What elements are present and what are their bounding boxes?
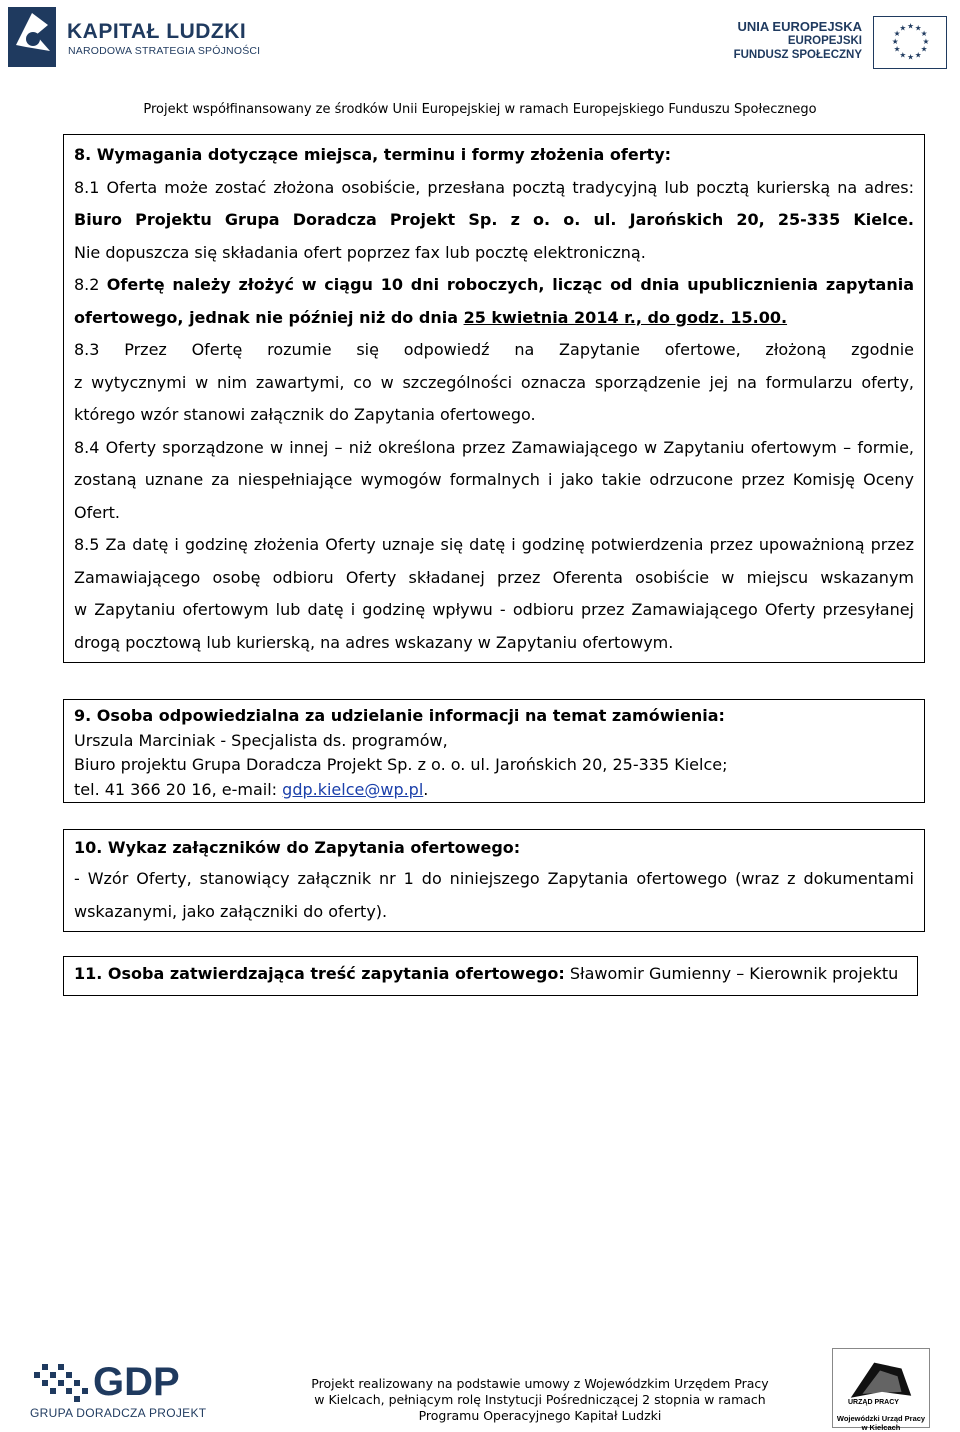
section-8-2-num: 8.2 — [74, 275, 100, 294]
urzad-pracy-caption — [832, 1414, 930, 1432]
section-8-4-line1: 8.4 Oferty sporządzone w innej – niż określona przez Zamawiającego w Zapytaniu ofertowym – formie, — [74, 437, 914, 457]
gdp-name: GRUPA DORADCZA PROJEKT — [30, 1406, 207, 1420]
section-9-heading: 9. Osoba odpowiedzialna za udzielanie informacji na temat zamówienia: — [74, 706, 725, 725]
footer-text — [300, 1376, 780, 1424]
section-10-heading: 10. Wykaz załączników do Zapytania ofertowego: — [74, 838, 521, 857]
section-8-5-line4: drogą pocztową lub kurierską, na adres wskazany w Zapytaniu ofertowym. — [74, 632, 674, 652]
section-8-heading: 8. Wymagania dotyczące miejsca, terminu i formy złożenia oferty: — [74, 145, 672, 164]
section-8-2-text: Ofertę należy złożyć w ciągu 10 dni roboczych, licząc od dnia upublicznienia zapytania — [106, 275, 915, 294]
section-8-2-deadline-prefix: ofertowego, jednak nie później niż do dnia — [74, 307, 458, 327]
section-9-tel-suffix: . — [423, 779, 429, 799]
up-caption-2: w Kielcach — [861, 1423, 901, 1432]
svg-text:★: ★ — [922, 36, 930, 46]
section-8-1-line3: Nie dopuszcza się składania ofert poprzez fax lub pocztę elektroniczną. — [74, 242, 646, 262]
gdp-logo-text: GDP — [93, 1360, 180, 1404]
section-8-3-line1: 8.3 Przez Ofertę rozumie się odpowiedź na Zapytanie ofertowe, złożoną zgodnie — [74, 340, 914, 359]
section-8-3-line3: którego wzór stanowi załącznik do Zapytania ofertowego. — [74, 405, 536, 424]
section-10-line1: - Wzór Oferty, stanowiący załącznik nr 1 do niniejszego Zapytania ofertowego (wraz z dokumentami — [74, 869, 914, 888]
kapital-ludzki-subtitle: NARODOWA STRATEGIA SPÓJNOŚCI — [68, 45, 261, 57]
section-8-2-line1 — [74, 269, 914, 302]
section-9-tel: tel. 41 366 20 16, e-mail: — [74, 779, 283, 799]
section-11-box — [63, 956, 918, 996]
section-10-box — [63, 829, 925, 932]
section-9-line2: Biuro projektu Grupa Doradcza Projekt Sp. z o. o. ul. Jarońskich 20, 25-335 Kielce; — [74, 755, 728, 774]
svg-text:★: ★ — [899, 50, 907, 60]
up-caption-1: Wojewódzki Urząd Pracy — [836, 1414, 926, 1423]
section-8-2-line2 — [74, 302, 914, 335]
section-10-line2: wskazanymi, jako załączniki do oferty). — [74, 902, 388, 921]
section-8-5-line3: w Zapytaniu ofertowym lub datę i godzinę wpływu - odbioru przez Zamawiającego Oferty przesyłanej — [74, 600, 914, 619]
footer-line3: Programu Operacyjnego Kapitał Ludzki — [418, 1408, 662, 1423]
cofinance-note: Projekt współfinansowany ze środków Unii Europejskiej w ramach Europejskiego Funduszu Społecznego — [143, 102, 817, 117]
svg-text:★: ★ — [907, 52, 915, 62]
section-11-value: Sławomir Gumienny – Kierownik projektu — [569, 964, 899, 983]
urzad-pracy-label: URZĄD PRACY — [848, 1399, 899, 1406]
section-8-5-line2: Zamawiającego osobę odbioru Oferty składanej przez Oferenta osobiście w miejscu wskazanym — [74, 567, 914, 587]
email-link[interactable]: gdp.kielce@wp.pl — [282, 779, 424, 799]
svg-text:★: ★ — [914, 23, 922, 33]
eu-flag-icon — [873, 16, 947, 69]
svg-text:★: ★ — [893, 44, 901, 54]
svg-text:★: ★ — [920, 44, 928, 54]
svg-text:★: ★ — [914, 50, 922, 60]
svg-text:★: ★ — [893, 29, 901, 39]
section-11-line — [74, 961, 907, 987]
section-9-box — [63, 699, 925, 803]
section-8-1-line2: Biuro Projektu Grupa Doradcza Projekt Sp. z o. o. ul. Jarońskich 20, 25-335 Kielce. — [74, 210, 914, 229]
footer-line2: w Kielcach, pełniącym rolę Instytucji Pośredniczącej 2 stopnia w ramach — [314, 1392, 766, 1407]
section-8-1-line1: 8.1 Oferta może zostać złożona osobiście, przesłana pocztą tradycyjną lub pocztą kurierską na adres: — [74, 177, 914, 197]
eu-line2: EUROPEJSKI — [787, 35, 862, 47]
section-8-5-line1: 8.5 Za datę i godzinę złożenia Oferty uznaje się datę i godzinę potwierdzenia przez upoważnioną przez — [74, 535, 914, 554]
section-8-4-line3: Ofert. — [74, 502, 121, 522]
section-8-4-line2: zostaną uznane za niespełniające wymogów formalnych i jako takie odrzucone przez Komisję Oceny — [74, 470, 914, 489]
svg-text:★: ★ — [907, 21, 915, 31]
eu-logo-text — [700, 20, 862, 62]
svg-text:★: ★ — [920, 29, 928, 39]
section-8-2-deadline: 25 kwietnia 2014 r., do godz. 15.00. — [463, 307, 788, 327]
footer-line1: Projekt realizowany na podstawie umowy z Wojewódzkim Urzędem Pracy — [311, 1376, 769, 1391]
eu-line1: UNIA EUROPEJSKA — [737, 19, 862, 34]
section-8-3-line2: z wytycznymi w nim zawartymi, co w szczególności oznacza sporządzenie jej na formularzu oferty, — [74, 372, 914, 392]
section-8-box — [63, 134, 925, 663]
kapital-ludzki-title: KAPITAŁ LUDZKI — [67, 20, 247, 43]
eu-line3: FUNDUSZ SPOŁECZNY — [733, 49, 862, 61]
section-9-line1: Urszula Marciniak - Specjalista ds. programów, — [74, 730, 448, 750]
svg-text:★: ★ — [891, 36, 899, 46]
section-9-contact — [74, 778, 914, 803]
section-11-heading: 11. Osoba zatwierdzająca treść zapytania ofertowego: — [74, 964, 565, 983]
svg-text:★: ★ — [899, 23, 907, 33]
